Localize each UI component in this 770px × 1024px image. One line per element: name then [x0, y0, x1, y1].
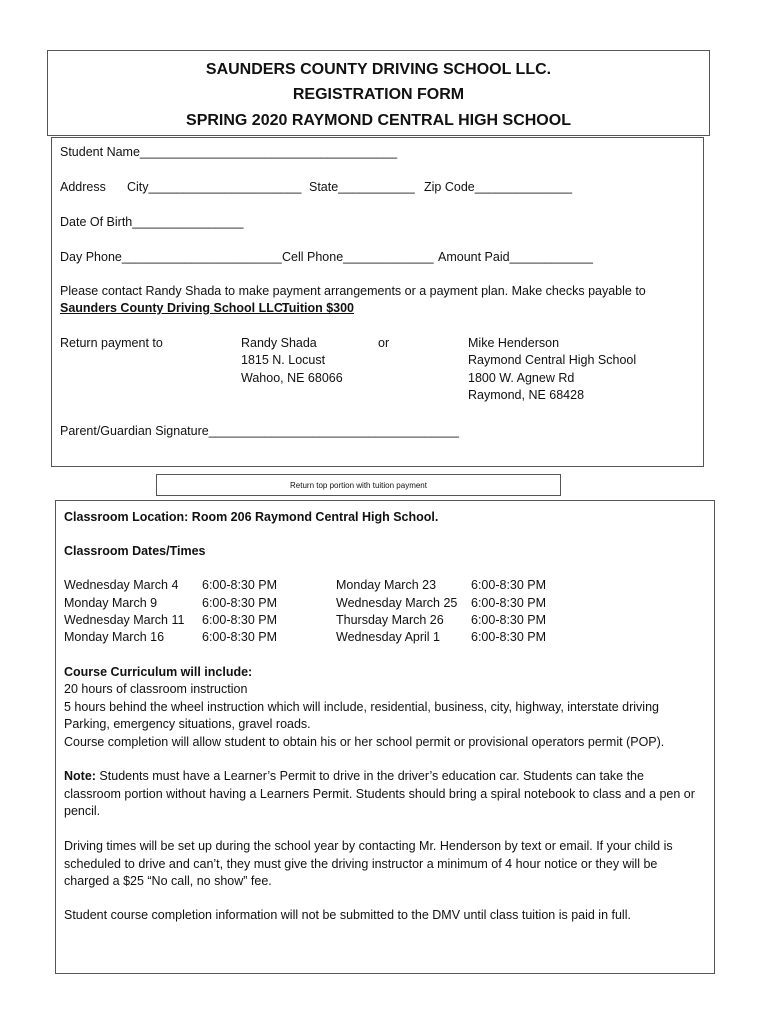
date-time: 6:00-8:30 PM [202, 630, 278, 644]
curriculum-item: Course completion will allow student to obtain his or her school permit or provisional operators permit (POP). [64, 735, 665, 749]
driving-times-paragraph: Driving times will be set up during the school year by contacting Mr. Henderson by text or email. If your child is scheduled to drive and can’t, they must give the driving instructor a minimum of 4 hour notice or they will be charged a $25 “No call, no show” fee. [64, 839, 673, 888]
address-1-line-2: 1815 N. Locust [241, 353, 326, 367]
curriculum-item: 20 hours of classroom instruction [64, 682, 248, 696]
date-time: 6:00-8:30 PM [202, 596, 278, 610]
date-time: 6:00-8:30 PM [471, 596, 547, 610]
curriculum-item: 5 hours behind the wheel instruction which will include, residential, business, city, highway, interstate driving [64, 700, 659, 714]
day-phone-field[interactable]: Day Phone_______________________ [60, 250, 282, 264]
date-day: Wednesday March 25 [336, 596, 458, 610]
curriculum-heading: Course Curriculum will include: [64, 665, 253, 679]
date-day: Monday March 23 [336, 578, 437, 592]
term-title: SPRING 2020 RAYMOND CENTRAL HIGH SCHOOL [186, 112, 571, 129]
date-day: Monday March 9 [64, 596, 158, 610]
date-time: 6:00-8:30 PM [471, 613, 547, 627]
return-payment-label: Return payment to [60, 336, 163, 350]
tuition-amount: Tuition $300 [282, 301, 355, 315]
return-note: Return top portion with tuition payment [290, 480, 427, 490]
return-note-box [156, 474, 561, 496]
signature-field[interactable]: Parent/Guardian Signature____________________________________ [60, 424, 459, 438]
student-name-field[interactable]: Student Name_____________________________________ [60, 145, 398, 159]
school-name: SAUNDERS COUNTY DRIVING SCHOOL LLC. [205, 61, 552, 78]
address-label: Address [60, 180, 106, 194]
curriculum-item: Parking, emergency situations, gravel roads. [64, 717, 311, 731]
zip-field[interactable]: Zip Code______________ [424, 180, 573, 194]
address-2-line-3: 1800 W. Agnew Rd [468, 371, 575, 385]
address-2-line-1: Mike Henderson [468, 336, 560, 350]
note-paragraph [64, 768, 704, 821]
form-title: REGISTRATION FORM [292, 86, 465, 103]
date-time: 6:00-8:30 PM [202, 613, 278, 627]
date-day: Wednesday March 11 [64, 613, 185, 627]
note-text: Students must have a Learner’s Permit to drive in the driver’s education car. Students can take the classroom portion without having a Learners Permit. Students should bring a spiral notebook to class and a pen or pencil. [64, 769, 695, 818]
or-text: or [378, 336, 390, 350]
date-time: 6:00-8:30 PM [202, 578, 278, 592]
dates-heading: Classroom Dates/Times [64, 544, 206, 558]
classroom-location: Classroom Location: Room 206 Raymond Central High School. [64, 510, 439, 524]
header-box [47, 50, 710, 136]
address-1-line-1: Randy Shada [241, 336, 317, 350]
date-day: Wednesday April 1 [336, 630, 440, 644]
date-time: 6:00-8:30 PM [471, 578, 547, 592]
address-2-line-4: Raymond, NE 68428 [468, 388, 585, 402]
completion-note: Student course completion information will not be submitted to the DMV until class tuition is paid in full. [64, 908, 631, 922]
date-day: Thursday March 26 [336, 613, 444, 627]
date-day: Monday March 16 [64, 630, 165, 644]
city-field[interactable]: City______________________ [127, 180, 302, 194]
address-1-line-3: Wahoo, NE 68066 [241, 371, 343, 385]
date-day: Wednesday March 4 [64, 578, 179, 592]
payment-instructions: Please contact Randy Shada to make payment arrangements or a payment plan. Make checks payable to [60, 284, 646, 298]
cell-phone-field[interactable]: Cell Phone_____________ [282, 250, 434, 264]
state-field[interactable]: State___________ [309, 180, 415, 194]
amount-paid-field[interactable]: Amount Paid____________ [438, 250, 593, 264]
date-time: 6:00-8:30 PM [471, 630, 547, 644]
address-2-line-2: Raymond Central High School [468, 353, 637, 367]
payable-to: Saunders County Driving School LLC. [60, 301, 287, 315]
dob-field[interactable]: Date Of Birth________________ [60, 215, 244, 229]
note-label: Note: [64, 769, 96, 783]
